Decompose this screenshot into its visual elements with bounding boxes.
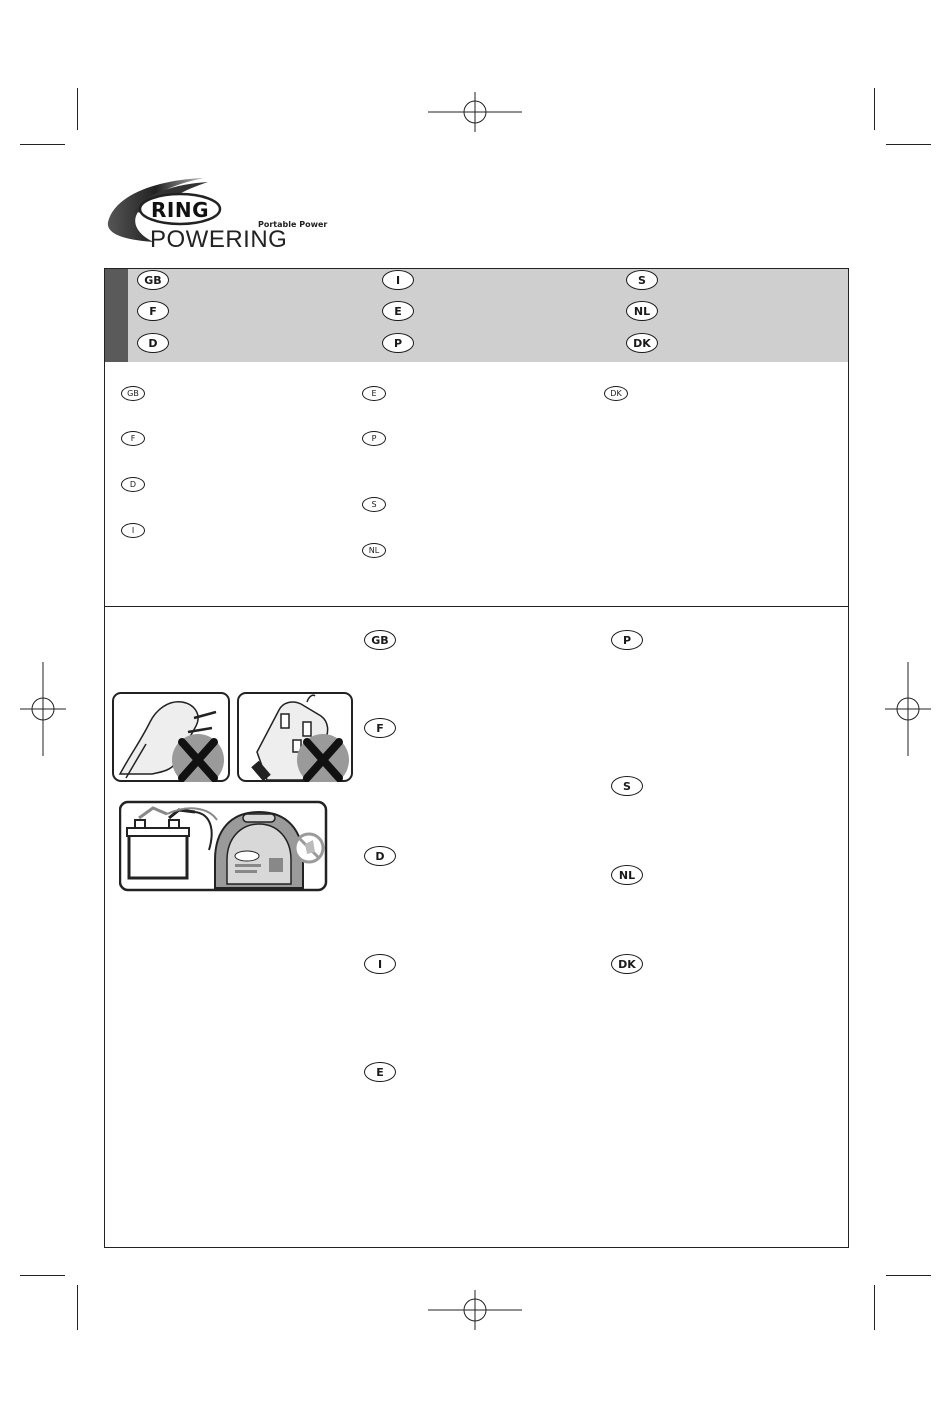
- warning-badge-f: F: [364, 718, 396, 738]
- warning-badge-d: D: [364, 846, 396, 866]
- logo-brand: RING: [151, 198, 209, 222]
- intro-badge-s: S: [362, 497, 386, 512]
- intro-badge-nl: NL: [362, 543, 386, 558]
- lang-badge-f: F: [137, 301, 169, 321]
- warning-badge-i: I: [364, 954, 396, 974]
- intro-badge-gb: GB: [121, 386, 145, 401]
- warning-badge-gb: GB: [364, 630, 396, 650]
- warning-badge-s: S: [611, 776, 643, 796]
- lang-badge-d: D: [137, 333, 169, 353]
- warning-badge-dk: DK: [611, 954, 643, 974]
- lang-badge-s: S: [626, 270, 658, 290]
- warning-badge-p: P: [611, 630, 643, 650]
- lang-badge-i: I: [382, 270, 414, 290]
- registration-mark-top: [428, 92, 522, 132]
- intro-badge-p: P: [362, 431, 386, 446]
- ring-powering-logo: [104, 176, 334, 254]
- registration-mark-right: [885, 662, 931, 756]
- logo-wordmark: POWERING: [150, 226, 288, 253]
- intro-badge-dk: DK: [604, 386, 628, 401]
- lang-badge-nl: NL: [626, 301, 658, 321]
- intro-badge-i: I: [121, 523, 145, 538]
- intro-badge-d: D: [121, 477, 145, 492]
- lang-badge-p: P: [382, 333, 414, 353]
- section-divider: [104, 606, 849, 607]
- euro-plug-prohibited-icon: [112, 692, 230, 782]
- warning-badge-e: E: [364, 1062, 396, 1082]
- logo-tagline: Portable Power: [258, 220, 328, 229]
- uk-plug-prohibited-icon: [237, 692, 353, 782]
- battery-charger-connection-icon: [119, 800, 329, 892]
- intro-badge-f: F: [121, 431, 145, 446]
- warning-badge-nl: NL: [611, 865, 643, 885]
- lang-badge-dk: DK: [626, 333, 658, 353]
- intro-badge-e: E: [362, 386, 386, 401]
- registration-mark-left: [20, 662, 66, 756]
- lang-badge-e: E: [382, 301, 414, 321]
- registration-mark-bottom: [428, 1290, 522, 1330]
- lang-badge-gb: GB: [137, 270, 169, 290]
